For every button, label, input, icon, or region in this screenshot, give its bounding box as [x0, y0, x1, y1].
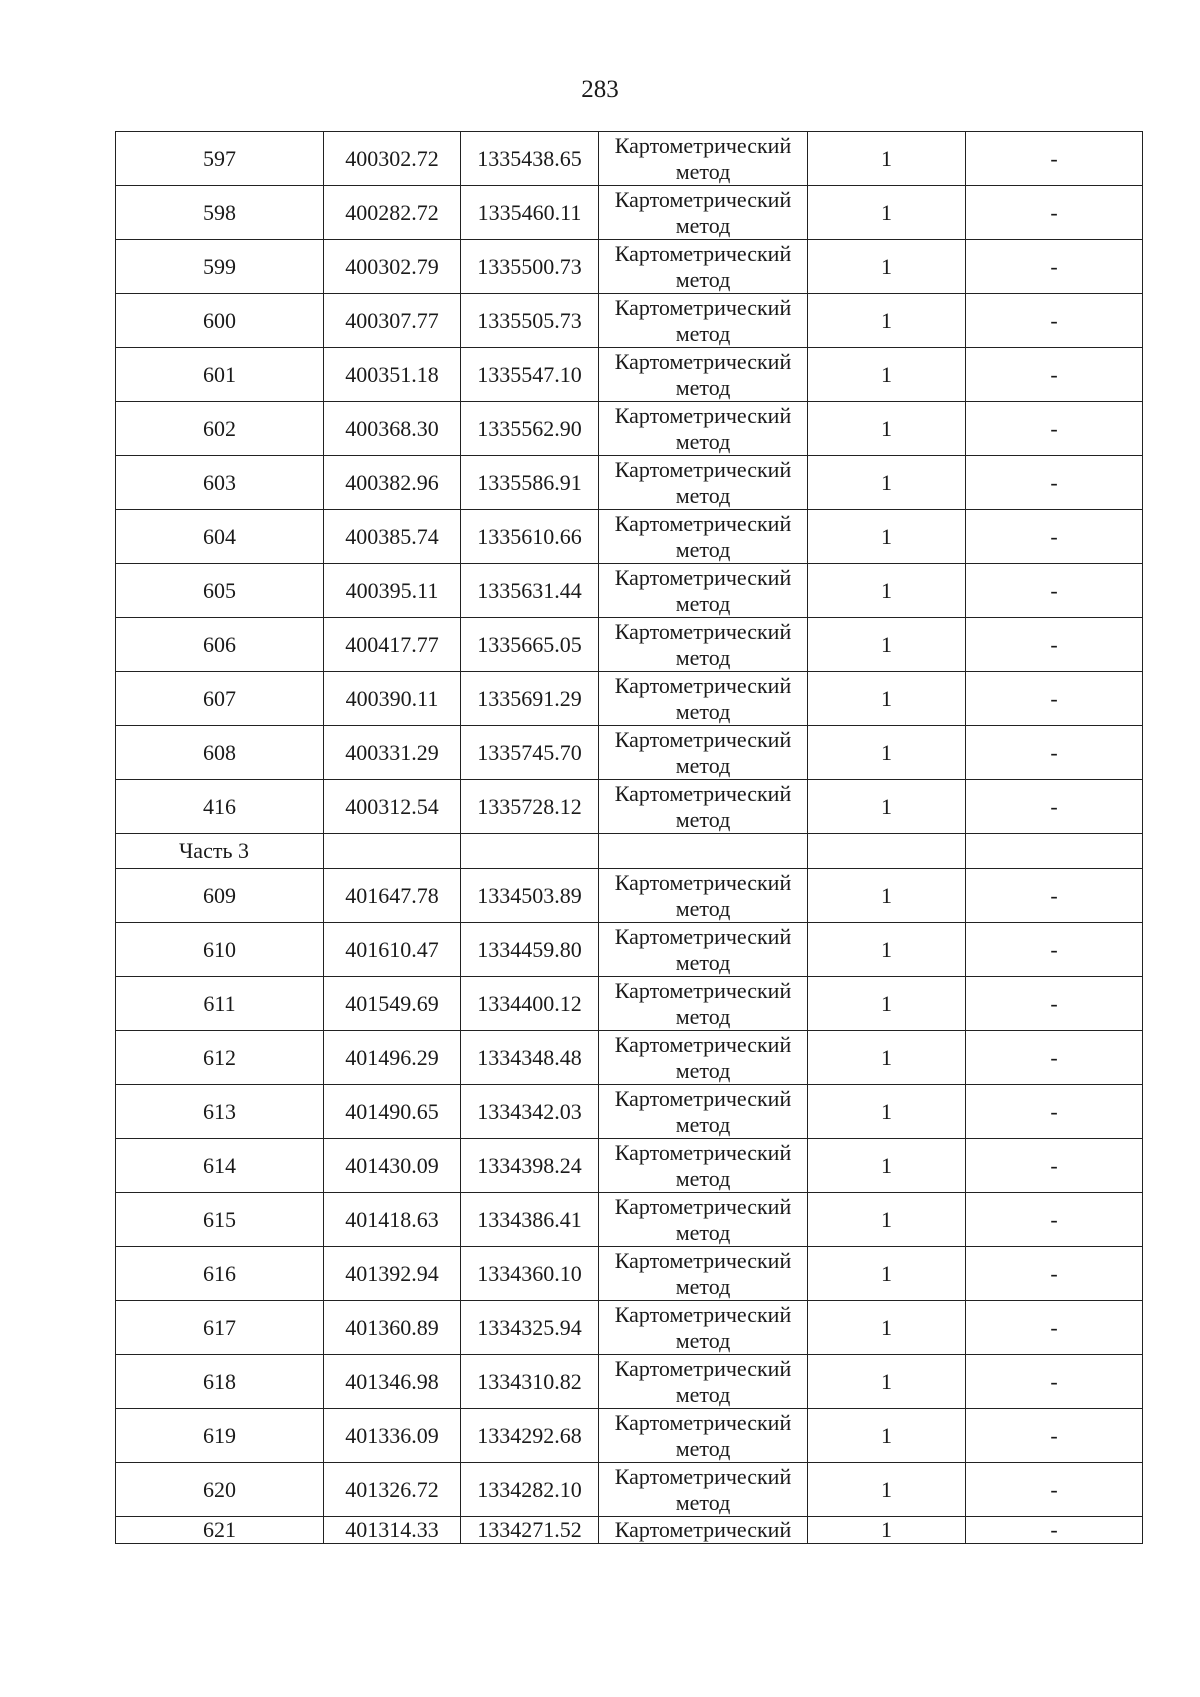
- table-row: [116, 1463, 1143, 1517]
- x-coordinate-cell: 400302.72: [324, 132, 461, 186]
- point-id-cell: 610: [116, 923, 324, 977]
- description-cell: -: [966, 294, 1143, 348]
- method-cell: [599, 132, 808, 186]
- method-line-1: Картометрический: [614, 510, 792, 536]
- point-id-cell: 602: [116, 402, 324, 456]
- table-row: [116, 977, 1143, 1031]
- method-line-2: метод: [675, 752, 731, 778]
- y-coordinate-cell: 1334282.10: [461, 1463, 599, 1517]
- description-cell: -: [966, 672, 1143, 726]
- method-cell: [599, 1031, 808, 1085]
- accuracy-cell: 1: [808, 1139, 966, 1193]
- table-row: [116, 1301, 1143, 1355]
- table-row: [116, 510, 1143, 564]
- table-row: [116, 1193, 1143, 1247]
- method-cell: [599, 780, 808, 834]
- method-line-2: метод: [675, 590, 731, 616]
- x-coordinate-cell: 400302.79: [324, 240, 461, 294]
- method-cell: [599, 294, 808, 348]
- method-cell: [599, 977, 808, 1031]
- method-text: [599, 1194, 807, 1246]
- accuracy-cell: 1: [808, 923, 966, 977]
- y-coordinate-cell: 1334503.89: [461, 869, 599, 923]
- method-line-1: Картометрический: [614, 132, 792, 158]
- accuracy-cell: 1: [808, 456, 966, 510]
- method-line-2: метод: [675, 320, 731, 346]
- table-row: [116, 780, 1143, 834]
- accuracy-cell: 1: [808, 1085, 966, 1139]
- method-text: [599, 187, 807, 239]
- description-cell: -: [966, 1409, 1143, 1463]
- description-cell: -: [966, 240, 1143, 294]
- method-line-1: Картометрический: [614, 456, 792, 482]
- table-row: [116, 1139, 1143, 1193]
- method-line-1: Картометрический: [614, 923, 792, 949]
- x-coordinate-cell: 401314.33: [324, 1517, 461, 1544]
- method-line-1: Картометрический: [614, 1463, 792, 1489]
- method-text: [599, 241, 807, 293]
- y-coordinate-cell: 1335586.91: [461, 456, 599, 510]
- y-coordinate-cell: 1335728.12: [461, 780, 599, 834]
- method-cell: [599, 348, 808, 402]
- point-id-cell: 617: [116, 1301, 324, 1355]
- point-id-cell: 608: [116, 726, 324, 780]
- accuracy-cell: 1: [808, 132, 966, 186]
- y-coordinate-cell: 1335610.66: [461, 510, 599, 564]
- method-text: [599, 403, 807, 455]
- table-row: [116, 348, 1143, 402]
- accuracy-cell: 1: [808, 869, 966, 923]
- table-row: [116, 1247, 1143, 1301]
- x-coordinate-cell: 401647.78: [324, 869, 461, 923]
- method-cell: [599, 240, 808, 294]
- x-coordinate-cell: 400382.96: [324, 456, 461, 510]
- method-line-2: метод: [675, 1057, 731, 1083]
- accuracy-cell: 1: [808, 186, 966, 240]
- method-cell: [599, 564, 808, 618]
- table-row: [116, 132, 1143, 186]
- method-cell: [599, 726, 808, 780]
- point-id-cell: 599: [116, 240, 324, 294]
- method-text: [599, 1302, 807, 1354]
- accuracy-cell: 1: [808, 402, 966, 456]
- y-coordinate-cell: 1334400.12: [461, 977, 599, 1031]
- y-coordinate-cell: 1335500.73: [461, 240, 599, 294]
- method-text: [599, 1248, 807, 1300]
- x-coordinate-cell: 401430.09: [324, 1139, 461, 1193]
- method-cell: [599, 510, 808, 564]
- empty-cell: [461, 834, 599, 869]
- table-row: [116, 186, 1143, 240]
- x-coordinate-cell: 401549.69: [324, 977, 461, 1031]
- method-line-1: Картометрический: [614, 240, 792, 266]
- point-id-cell: 611: [116, 977, 324, 1031]
- method-line-2: метод: [675, 698, 731, 724]
- x-coordinate-cell: 401496.29: [324, 1031, 461, 1085]
- method-cell: [599, 1247, 808, 1301]
- accuracy-cell: 1: [808, 672, 966, 726]
- page-number: 283: [581, 76, 619, 103]
- x-coordinate-cell: 401418.63: [324, 1193, 461, 1247]
- method-text: [599, 1410, 807, 1462]
- method-line-1: Картометрический: [614, 1409, 792, 1435]
- method-cell: [599, 1139, 808, 1193]
- point-id-cell: 604: [116, 510, 324, 564]
- accuracy-cell: 1: [808, 1301, 966, 1355]
- table-row: [116, 923, 1143, 977]
- accuracy-cell: 1: [808, 1247, 966, 1301]
- method-line-2: метод: [675, 1003, 731, 1029]
- description-cell: -: [966, 1193, 1143, 1247]
- description-cell: -: [966, 977, 1143, 1031]
- method-line-2: метод: [675, 158, 731, 184]
- accuracy-cell: 1: [808, 780, 966, 834]
- method-line-2: метод: [675, 1273, 731, 1299]
- method-line-1: Картометрический: [614, 618, 792, 644]
- point-id-cell: 607: [116, 672, 324, 726]
- y-coordinate-cell: 1334459.80: [461, 923, 599, 977]
- table-row: [116, 1085, 1143, 1139]
- accuracy-cell: 1: [808, 1355, 966, 1409]
- method-cell: [599, 1409, 808, 1463]
- table-row: [116, 240, 1143, 294]
- method-line-1: Картометрический: [614, 1247, 792, 1273]
- table-row: [116, 564, 1143, 618]
- method-text: [599, 133, 807, 185]
- y-coordinate-cell: 1334398.24: [461, 1139, 599, 1193]
- y-coordinate-cell: 1334292.68: [461, 1409, 599, 1463]
- method-line-1: Картометрический: [614, 1301, 792, 1327]
- description-cell: -: [966, 402, 1143, 456]
- description-cell: -: [966, 132, 1143, 186]
- accuracy-cell: 1: [808, 726, 966, 780]
- method-text: [599, 349, 807, 401]
- method-text: [599, 1086, 807, 1138]
- point-id-cell: 601: [116, 348, 324, 402]
- empty-cell: [966, 834, 1143, 869]
- method-text: [599, 978, 807, 1030]
- method-text: [599, 924, 807, 976]
- empty-cell: [324, 834, 461, 869]
- method-line-1: Картометрический: [614, 869, 792, 895]
- accuracy-cell: 1: [808, 1031, 966, 1085]
- table-row: [116, 456, 1143, 510]
- empty-cell: [808, 834, 966, 869]
- accuracy-cell: 1: [808, 240, 966, 294]
- x-coordinate-cell: 400351.18: [324, 348, 461, 402]
- y-coordinate-cell: 1335745.70: [461, 726, 599, 780]
- x-coordinate-cell: 400385.74: [324, 510, 461, 564]
- table-row: [116, 294, 1143, 348]
- method-text: [599, 1032, 807, 1084]
- method-cell: [599, 618, 808, 672]
- point-id-cell: 621: [116, 1517, 324, 1544]
- description-cell: -: [966, 1139, 1143, 1193]
- method-line-1: Картометрический: [614, 1085, 792, 1111]
- table-row: [116, 402, 1143, 456]
- x-coordinate-cell: 401392.94: [324, 1247, 461, 1301]
- method-text: [599, 727, 807, 779]
- accuracy-cell: 1: [808, 1193, 966, 1247]
- method-cell: [599, 1085, 808, 1139]
- method-line-2: метод: [675, 374, 731, 400]
- x-coordinate-cell: 400417.77: [324, 618, 461, 672]
- method-text: [599, 673, 807, 725]
- y-coordinate-cell: 1334386.41: [461, 1193, 599, 1247]
- accuracy-cell: 1: [808, 1463, 966, 1517]
- x-coordinate-cell: 400307.77: [324, 294, 461, 348]
- x-coordinate-cell: 400395.11: [324, 564, 461, 618]
- method-line-2: метод: [675, 949, 731, 975]
- table-row: [116, 726, 1143, 780]
- description-cell: -: [966, 456, 1143, 510]
- method-line-2: метод: [675, 1111, 731, 1137]
- point-id-cell: 605: [116, 564, 324, 618]
- description-cell: -: [966, 869, 1143, 923]
- table-row: [116, 1031, 1143, 1085]
- y-coordinate-cell: 1335562.90: [461, 402, 599, 456]
- method-text: [599, 565, 807, 617]
- method-line-2: метод: [675, 1435, 731, 1461]
- method-text: [599, 1464, 807, 1516]
- point-id-cell: 609: [116, 869, 324, 923]
- method-line-1: Картометрический: [614, 1139, 792, 1165]
- method-line-1: Картометрический: [614, 348, 792, 374]
- point-id-cell: 618: [116, 1355, 324, 1409]
- accuracy-cell: 1: [808, 977, 966, 1031]
- point-id-cell: 612: [116, 1031, 324, 1085]
- description-cell: -: [966, 1517, 1143, 1544]
- table-row-partial: [116, 1517, 1143, 1544]
- x-coordinate-cell: 400368.30: [324, 402, 461, 456]
- method-line-1: Картометрический: [614, 726, 792, 752]
- method-cell: [599, 456, 808, 510]
- method-line-1: Картометрический: [614, 1031, 792, 1057]
- method-line-2: метод: [675, 212, 731, 238]
- description-cell: -: [966, 726, 1143, 780]
- description-cell: -: [966, 780, 1143, 834]
- method-text: [599, 457, 807, 509]
- accuracy-cell: 1: [808, 510, 966, 564]
- table-tail: [116, 1517, 1143, 1544]
- method-cell: [599, 869, 808, 923]
- accuracy-cell: 1: [808, 348, 966, 402]
- method-cell: [599, 402, 808, 456]
- description-cell: -: [966, 186, 1143, 240]
- y-coordinate-cell: 1335665.05: [461, 618, 599, 672]
- method-cell: [599, 186, 808, 240]
- y-coordinate-cell: 1335547.10: [461, 348, 599, 402]
- y-coordinate-cell: 1335691.29: [461, 672, 599, 726]
- x-coordinate-cell: 400390.11: [324, 672, 461, 726]
- method-line-2: метод: [675, 428, 731, 454]
- method-text: [599, 781, 807, 833]
- description-cell: -: [966, 1355, 1143, 1409]
- method-line-2: метод: [675, 1327, 731, 1353]
- x-coordinate-cell: 400312.54: [324, 780, 461, 834]
- method-cell: [599, 1463, 808, 1517]
- method-line-1: Картометрический: [614, 672, 792, 698]
- point-id-cell: 614: [116, 1139, 324, 1193]
- x-coordinate-cell: 400282.72: [324, 186, 461, 240]
- y-coordinate-cell: 1335460.11: [461, 186, 599, 240]
- section-label: Часть 3: [116, 834, 324, 869]
- point-id-cell: 616: [116, 1247, 324, 1301]
- method-line-2: метод: [675, 644, 731, 670]
- accuracy-cell: 1: [808, 564, 966, 618]
- point-id-cell: 619: [116, 1409, 324, 1463]
- method-text: [599, 1140, 807, 1192]
- method-line-2: метод: [675, 1489, 731, 1515]
- description-cell: -: [966, 564, 1143, 618]
- method-line-2: метод: [675, 536, 731, 562]
- table-row: [116, 1409, 1143, 1463]
- x-coordinate-cell: 401610.47: [324, 923, 461, 977]
- method-cell: [599, 1355, 808, 1409]
- x-coordinate-cell: 401326.72: [324, 1463, 461, 1517]
- coordinates-table: [115, 131, 1143, 1544]
- x-coordinate-cell: 401490.65: [324, 1085, 461, 1139]
- table-row: [116, 618, 1143, 672]
- point-id-cell: 598: [116, 186, 324, 240]
- method-line-1: Картометрический: [614, 977, 792, 1003]
- method-line-1: Картометрический: [614, 564, 792, 590]
- y-coordinate-cell: 1334342.03: [461, 1085, 599, 1139]
- method-line-2: метод: [675, 1381, 731, 1407]
- accuracy-cell: 1: [808, 1409, 966, 1463]
- method-line-1: Картометрический: [614, 1193, 792, 1219]
- description-cell: -: [966, 618, 1143, 672]
- method-cell: [599, 1301, 808, 1355]
- method-line-1: Картометрический: [614, 402, 792, 428]
- method-text: [599, 619, 807, 671]
- point-id-cell: 620: [116, 1463, 324, 1517]
- x-coordinate-cell: 401360.89: [324, 1301, 461, 1355]
- method-line-2: метод: [675, 1165, 731, 1191]
- method-text: [599, 295, 807, 347]
- y-coordinate-cell: 1335631.44: [461, 564, 599, 618]
- table-row: [116, 672, 1143, 726]
- table-body-part-3: [116, 869, 1143, 1517]
- x-coordinate-cell: 401336.09: [324, 1409, 461, 1463]
- method-line-2: метод: [675, 266, 731, 292]
- y-coordinate-cell: 1334360.10: [461, 1247, 599, 1301]
- x-coordinate-cell: 400331.29: [324, 726, 461, 780]
- point-id-cell: 613: [116, 1085, 324, 1139]
- description-cell: -: [966, 510, 1143, 564]
- method-cell: Картометрический: [599, 1517, 808, 1544]
- method-line-2: метод: [675, 806, 731, 832]
- description-cell: -: [966, 1085, 1143, 1139]
- empty-cell: [599, 834, 808, 869]
- method-cell: [599, 923, 808, 977]
- table-row: [116, 869, 1143, 923]
- point-id-cell: 615: [116, 1193, 324, 1247]
- table-row: [116, 1355, 1143, 1409]
- method-line-1: Картометрический: [614, 186, 792, 212]
- y-coordinate-cell: 1335438.65: [461, 132, 599, 186]
- accuracy-cell: 1: [808, 618, 966, 672]
- method-line-1: Картометрический: [614, 780, 792, 806]
- method-line-2: метод: [675, 1219, 731, 1245]
- method-line-2: метод: [675, 895, 731, 921]
- method-line-1: Картометрический: [614, 294, 792, 320]
- description-cell: -: [966, 348, 1143, 402]
- description-cell: -: [966, 1031, 1143, 1085]
- point-id-cell: 603: [116, 456, 324, 510]
- method-text: [599, 1356, 807, 1408]
- y-coordinate-cell: 1334310.82: [461, 1355, 599, 1409]
- section-header: [116, 834, 1143, 869]
- table-body-part-2: [116, 132, 1143, 834]
- description-cell: -: [966, 1301, 1143, 1355]
- description-cell: -: [966, 1463, 1143, 1517]
- method-cell: [599, 1193, 808, 1247]
- method-cell: [599, 672, 808, 726]
- accuracy-cell: 1: [808, 1517, 966, 1544]
- description-cell: -: [966, 923, 1143, 977]
- point-id-cell: 600: [116, 294, 324, 348]
- description-cell: -: [966, 1247, 1143, 1301]
- point-id-cell: 597: [116, 132, 324, 186]
- method-text: [599, 870, 807, 922]
- y-coordinate-cell: 1334271.52: [461, 1517, 599, 1544]
- y-coordinate-cell: 1335505.73: [461, 294, 599, 348]
- x-coordinate-cell: 401346.98: [324, 1355, 461, 1409]
- section-row: [116, 834, 1143, 869]
- point-id-cell: 606: [116, 618, 324, 672]
- method-line-1: Картометрический: [614, 1355, 792, 1381]
- y-coordinate-cell: 1334325.94: [461, 1301, 599, 1355]
- point-id-cell: 416: [116, 780, 324, 834]
- accuracy-cell: 1: [808, 294, 966, 348]
- method-text: [599, 511, 807, 563]
- method-line-2: метод: [675, 482, 731, 508]
- y-coordinate-cell: 1334348.48: [461, 1031, 599, 1085]
